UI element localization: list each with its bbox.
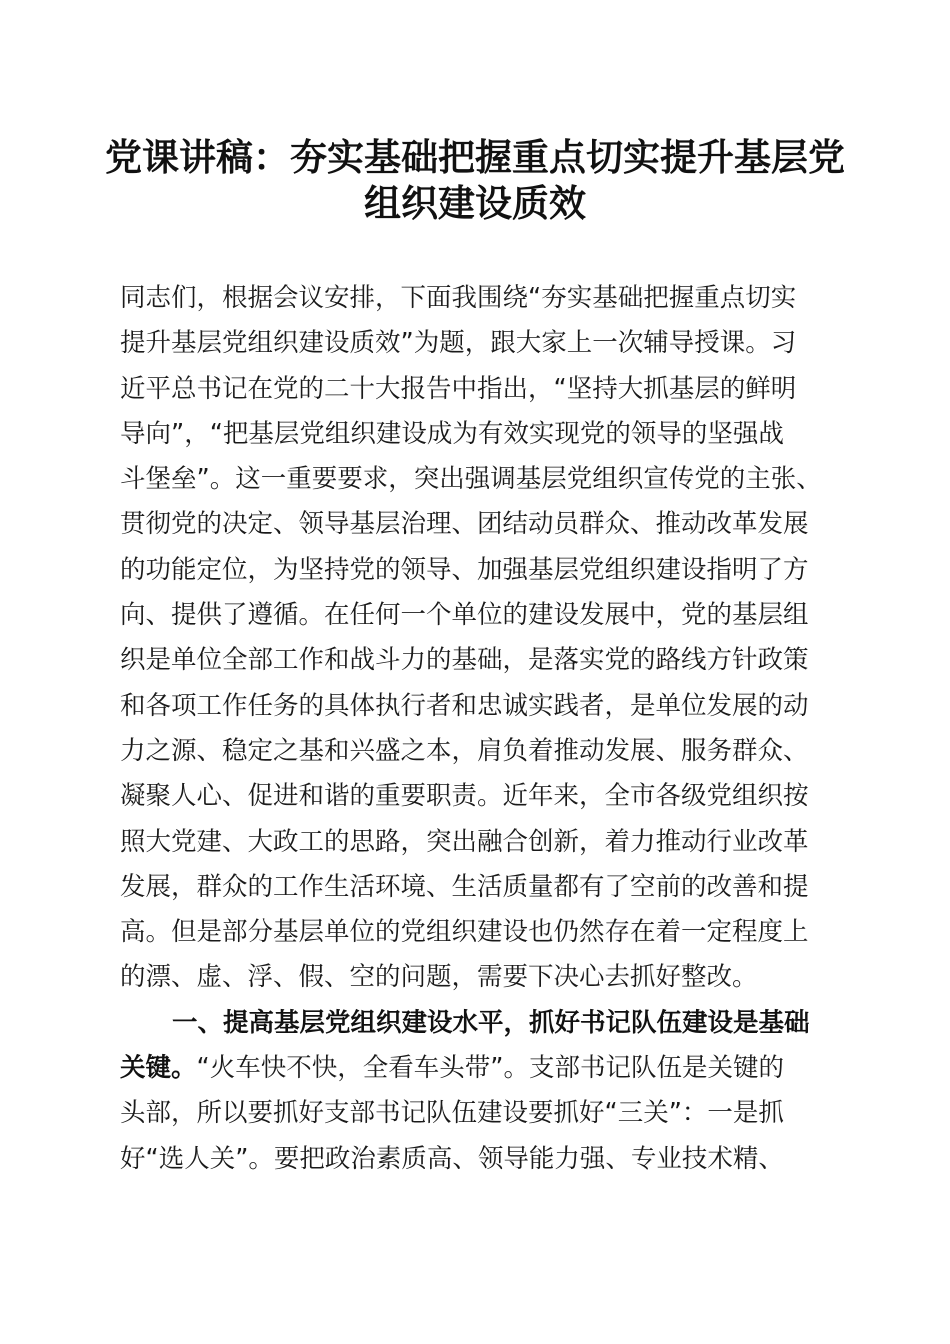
document-title [100,134,850,226]
paragraph-line: 的功能定位，为坚持党的领导、加强基层党组织建设指明了方 [120,554,809,585]
paragraph-line: 织是单位全部工作和战斗力的基础，是落实党的路线方针政策 [120,645,809,676]
paragraph-line: 凝聚人心、促进和谐的重要职责。近年来，全市各级党组织按 [120,781,809,812]
paragraph-line: 好“选人关”。要把政治素质高、领导能力强、专业技术精、 [120,1143,784,1174]
paragraph-line: 的漂、虚、浮、假、空的问题，需要下决心去抓好整改。 [120,962,758,993]
paragraph-line: 同志们，根据会议安排，下面我围绕“夯实基础把握重点切实 [120,283,797,313]
paragraph-line: 高。但是部分基层单位的党组织建设也仍然存在着一定程度上 [120,917,809,948]
paragraph-line: 力之源、稳定之基和兴盛之本，肩负着推动发展、服务群众、 [120,735,809,766]
paragraph-line: 导向”，“把基层党组织建设成为有效实现党的领导的坚强战 [120,418,784,449]
document-body [120,276,830,1182]
paragraph-line: 和各项工作任务的具体执行者和忠诚实践者，是单位发展的动 [120,690,809,721]
section-heading-continued: 关键。 [120,1053,197,1084]
section-first-line [120,1046,830,1091]
section-text: “火车快不快，全看车头带”。支部书记队伍是关键的 [196,1053,784,1084]
paragraph-line: 贯彻党的决定、领导基层治理、团结动员群众、推动改革发展 [120,509,809,540]
paragraph-line: 斗堡垒”。这一重要要求，突出强调基层党组织宣传党的主张、 [120,464,822,495]
paragraph-line: 照大党建、大政工的思路，突出融合创新，着力推动行业改革 [120,826,809,857]
section-heading: 一、提高基层党组织建设水平，抓好书记队伍建设是基础 [172,1007,810,1038]
paragraph-line: 发展，群众的工作生活环境、生活质量都有了空前的改善和提 [120,871,809,902]
paragraph-line: 头部，所以要抓好支部书记队伍建设要抓好“三关”：一是抓 [120,1098,784,1129]
paragraph-line: 近平总书记在党的二十大报告中指出，“坚持大抓基层的鲜明 [120,373,797,404]
paragraph-line: 提升基层党组织建设质效”为题，跟大家上一次辅导授课。习 [120,328,797,359]
title-line-2: 组织建设质效 [364,181,586,225]
title-line-1: 党课讲稿：夯实基础把握重点切实提升基层党 [105,135,845,179]
paragraph-line: 向、提供了遵循。在任何一个单位的建设发展中，党的基层组 [120,600,809,631]
